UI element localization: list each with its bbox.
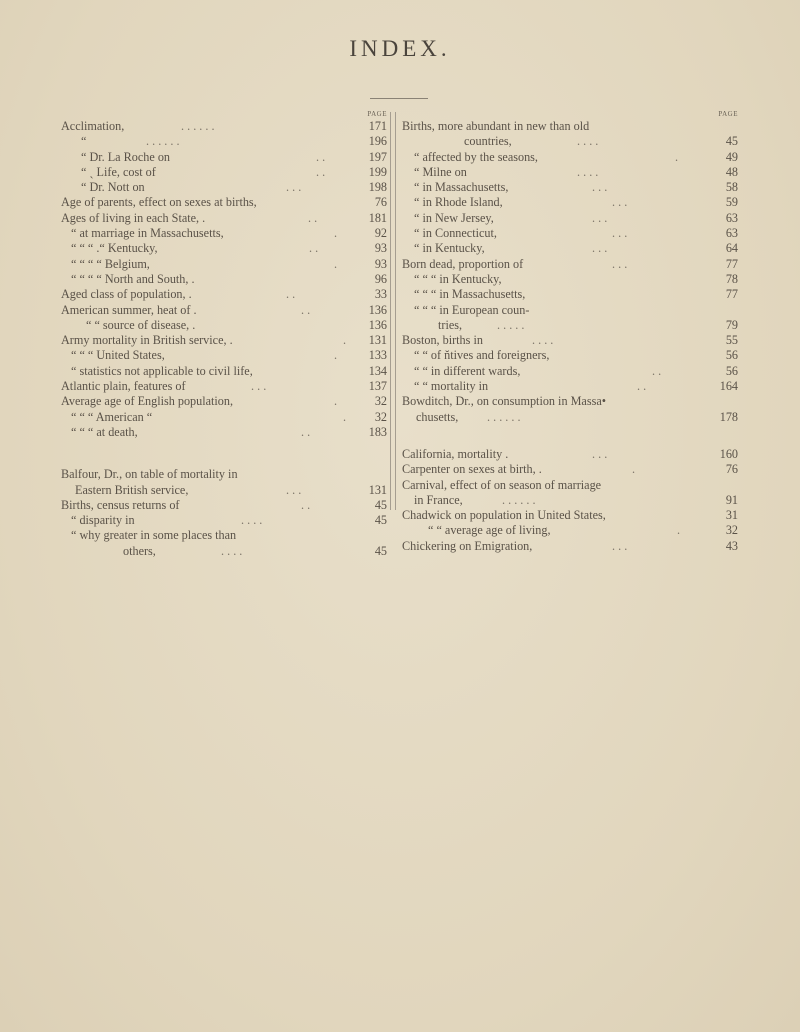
index-group (402, 119, 738, 425)
index-entry (402, 134, 738, 149)
page-number: 45 (374, 497, 387, 512)
index-entry (402, 364, 738, 379)
index-entry (61, 379, 387, 394)
index-entry (402, 165, 738, 180)
entry-text: “ “ source of disease, . (86, 317, 196, 332)
page-number: 56 (725, 363, 738, 378)
index-group (61, 467, 387, 559)
index-entry (402, 150, 738, 165)
index-entry (61, 257, 387, 272)
page-number: 32 (725, 523, 738, 538)
leader-dots: . . . . . . (502, 492, 536, 507)
index-entry (61, 410, 387, 425)
leader-dots: . . (637, 379, 647, 394)
leader-dots: . (677, 523, 681, 538)
index-entry (402, 195, 738, 210)
page-number: 137 (368, 379, 387, 394)
index-entry (61, 180, 387, 195)
entry-text: Births, more abundant in new than old (402, 119, 590, 133)
entry-text: “ ˎ Life, cost of (81, 164, 156, 179)
leader-dots: . . . (592, 210, 608, 225)
entry-text: California, mortality . (402, 446, 509, 461)
page-number: 77 (725, 287, 738, 302)
page-number: 76 (725, 462, 738, 477)
page-number: 45 (374, 543, 387, 558)
index-entry (61, 425, 387, 440)
leader-dots: . (334, 394, 338, 409)
page-number: 78 (725, 271, 738, 286)
index-entry (402, 462, 738, 477)
page-number: 76 (374, 195, 387, 210)
entry-text: “ “ “ in Massachusetts, (414, 287, 526, 302)
entry-text: Ages of living in each State, . (61, 210, 206, 225)
entry-text: Carpenter on sexes at birth, . (402, 462, 542, 477)
entry-text: “ in Connecticut, (414, 226, 497, 241)
index-entry (402, 180, 738, 195)
entry-text: Carnival, effect of on season of marriage (402, 477, 602, 492)
page-title: INDEX. (349, 36, 451, 61)
index-entry (402, 508, 738, 523)
entry-text: “ “ in different wards, (414, 363, 521, 378)
leader-dots: . . (301, 302, 311, 317)
leader-dots: . . . (286, 482, 302, 497)
page-number: 33 (374, 287, 387, 302)
entry-text: “ “ “ in Kentucky, (414, 271, 502, 286)
entry-text: “ “ average age of living, (428, 523, 551, 538)
page-number: 171 (368, 119, 387, 133)
leader-dots: . (334, 226, 338, 241)
leader-dots: . . . . (221, 543, 243, 558)
page-number: 45 (374, 513, 387, 528)
index-entry (402, 410, 738, 425)
leader-dots: . . . (251, 379, 267, 394)
entry-text: “ statistics not applicable to civil life, (71, 363, 253, 378)
entry-text: “ in New Jersey, (414, 210, 494, 225)
page-number: 31 (725, 508, 738, 523)
leader-dots: . . . . . . (487, 409, 521, 424)
entry-text: “ “ “ “ Belgium, (71, 256, 150, 271)
index-entry (61, 211, 387, 226)
index-entry (61, 287, 387, 302)
page-number: 49 (725, 149, 738, 164)
index-entry (402, 379, 738, 394)
page-number: 56 (725, 348, 738, 363)
index-entry (61, 241, 387, 256)
leader-dots: . . . . (577, 164, 599, 179)
entry-text: “ “ “ at death, (71, 424, 138, 439)
leader-dots: . . . (612, 256, 628, 271)
page-number: 197 (368, 149, 387, 164)
entry-text: countries, (464, 134, 512, 149)
leader-dots: . . . . . (497, 317, 525, 332)
leader-dots: . . . . (241, 513, 263, 528)
leader-dots: . . (309, 241, 319, 256)
index-entry (402, 333, 738, 348)
index-entry (61, 272, 387, 287)
entry-text: Acclimation, (61, 119, 125, 133)
page-number: 92 (374, 226, 387, 241)
index-entry (402, 478, 738, 493)
index-entry (402, 303, 738, 318)
index-entry (402, 394, 738, 409)
title-rule (370, 98, 428, 99)
page-number: 134 (368, 363, 387, 378)
leader-dots: . . . . (532, 333, 554, 348)
entry-text: “ “ “ .“ Kentucky, (71, 241, 158, 256)
entry-text: Average age of English population, (61, 394, 234, 409)
leader-dots: . . (316, 164, 326, 179)
entry-text: “ Milne on (414, 164, 467, 179)
entry-text: “ disparity in (71, 513, 135, 528)
page-number: 59 (725, 195, 738, 210)
leader-dots: . . . . (577, 134, 599, 149)
index-entry (61, 134, 387, 149)
page-number: 93 (374, 256, 387, 271)
entry-text: Atlantic plain, features of (61, 379, 186, 394)
index-entry (402, 539, 738, 554)
group-spacer (402, 425, 738, 447)
entry-text: “ affected by the seasons, (414, 149, 538, 164)
page-column-header: PAGE (718, 110, 738, 118)
entry-text: Balfour, Dr., on table of mortality in (61, 467, 238, 482)
index-right-column (402, 109, 738, 554)
index-entry (402, 447, 738, 462)
index-entry (61, 195, 387, 210)
entry-text: Chickering on Emigration, (402, 538, 533, 553)
index-entry (61, 303, 387, 318)
page-number: 58 (725, 180, 738, 195)
entry-text: “ at marriage in Massachusetts, (71, 226, 224, 241)
leader-dots: . . (286, 287, 296, 302)
entry-text: “ in Kentucky, (414, 241, 485, 256)
entry-text: “ (81, 134, 87, 149)
leader-dots: . . . (592, 241, 608, 256)
index-entry (61, 348, 387, 363)
index-entry (402, 493, 738, 508)
leader-dots: . . . (612, 226, 628, 241)
page-number: 164 (719, 379, 738, 394)
entry-text: Births, census returns of (61, 497, 180, 512)
entry-text: tries, (438, 317, 463, 332)
entry-text: Eastern British service, (75, 482, 189, 497)
index-entry (402, 348, 738, 363)
entry-text: “ “ “ American “ (71, 409, 153, 424)
entry-text: “ Dr. Nott on (81, 180, 145, 195)
entry-text: Chadwick on population in United States, (402, 508, 606, 523)
leader-dots: . (343, 333, 347, 348)
index-entry (402, 523, 738, 538)
page-number: 183 (368, 424, 387, 439)
leader-dots: . . . . . . (146, 134, 180, 149)
entry-text: others, (123, 543, 156, 558)
index-entry (61, 364, 387, 379)
page-number: 178 (719, 409, 738, 424)
page-number: 79 (725, 317, 738, 332)
page-number: 199 (368, 164, 387, 179)
index-entry (61, 333, 387, 348)
page-number: 63 (725, 210, 738, 225)
entry-text: Army mortality in British service, . (61, 333, 233, 348)
column-divider (390, 112, 396, 510)
index-entry (61, 483, 387, 498)
page-number: 93 (374, 241, 387, 256)
index-entry (61, 467, 387, 482)
group-spacer (61, 440, 387, 467)
index-entry (61, 150, 387, 165)
page-number: 181 (368, 210, 387, 225)
index-entry (402, 241, 738, 256)
leader-dots: . . (301, 497, 311, 512)
page-number: 133 (368, 348, 387, 363)
page-number: 55 (725, 333, 738, 348)
index-entry (61, 498, 387, 513)
index-entry (402, 211, 738, 226)
index-entry (61, 513, 387, 528)
leader-dots: . . . (592, 180, 608, 195)
index-left-column (61, 109, 387, 559)
leader-dots: . (675, 149, 679, 164)
page-number: 136 (368, 302, 387, 317)
index-entry (61, 119, 387, 134)
page-number: 63 (725, 226, 738, 241)
leader-dots: . (334, 256, 338, 271)
index-entry (402, 287, 738, 302)
page-number: 136 (368, 317, 387, 332)
page-number: 131 (368, 333, 387, 348)
entry-text: in France, (414, 492, 463, 507)
leader-dots: . . . (612, 195, 628, 210)
index-entry (402, 226, 738, 241)
leader-dots: . (632, 462, 636, 477)
page-number: 160 (719, 446, 738, 461)
entry-text: “ in Rhode Island, (414, 195, 503, 210)
index-entry (402, 119, 738, 134)
leader-dots: . . (308, 210, 318, 225)
entry-text: Boston, births in (402, 333, 483, 348)
leader-dots: . . (316, 149, 326, 164)
page-number: 91 (725, 492, 738, 507)
page-number: 96 (374, 271, 387, 286)
entry-text: Bowditch, Dr., on consumption in Massa• (402, 394, 606, 409)
page-number: 32 (374, 409, 387, 424)
leader-dots: . (343, 409, 347, 424)
index-entry (61, 165, 387, 180)
entry-text: “ “ “ “ North and South, . (71, 271, 195, 286)
leader-dots: . . (301, 424, 311, 439)
leader-dots: . . . (592, 446, 608, 461)
entry-text: “ “ “ United States, (71, 348, 165, 363)
index-group (402, 447, 738, 554)
entry-text: “ “ mortality in (414, 379, 489, 394)
entry-text: American summer, heat of . (61, 302, 197, 317)
page-number: 131 (368, 482, 387, 497)
leader-dots: . . . (286, 180, 302, 195)
page-column-header: PAGE (367, 110, 387, 118)
index-entry (402, 272, 738, 287)
leader-dots: . . . . . . (181, 119, 215, 133)
index-entry (402, 257, 738, 272)
index-entry (61, 528, 387, 543)
entry-text: “ why greater in some places than (71, 528, 237, 543)
index-group (61, 119, 387, 440)
page-number: 77 (725, 256, 738, 271)
index-entry (61, 544, 387, 559)
page-number: 45 (725, 134, 738, 149)
page-number: 196 (368, 134, 387, 149)
page-number: 198 (368, 180, 387, 195)
entry-text: Aged class of population, . (61, 287, 192, 302)
entry-text: Age of parents, effect on sexes at births, (61, 195, 257, 210)
entry-text: Born dead, proportion of (402, 256, 524, 271)
leader-dots: . (334, 348, 338, 363)
index-entry (61, 318, 387, 333)
index-entry (61, 394, 387, 409)
entry-text: chusetts, (416, 409, 459, 424)
entry-text: “ in Massachusetts, (414, 180, 509, 195)
index-entry (61, 226, 387, 241)
entry-text: “ “ of n̆tives and foreigners, (414, 348, 550, 363)
page-number: 48 (725, 164, 738, 179)
page-number: 64 (725, 241, 738, 256)
leader-dots: . . . (612, 538, 628, 553)
page-number: 43 (725, 538, 738, 553)
index-entry (402, 318, 738, 333)
leader-dots: . . (652, 363, 662, 378)
entry-text: “ “ “ in European coun- (414, 302, 530, 317)
page-number: 32 (374, 394, 387, 409)
entry-text: “ Dr. La Roche on (81, 149, 171, 164)
